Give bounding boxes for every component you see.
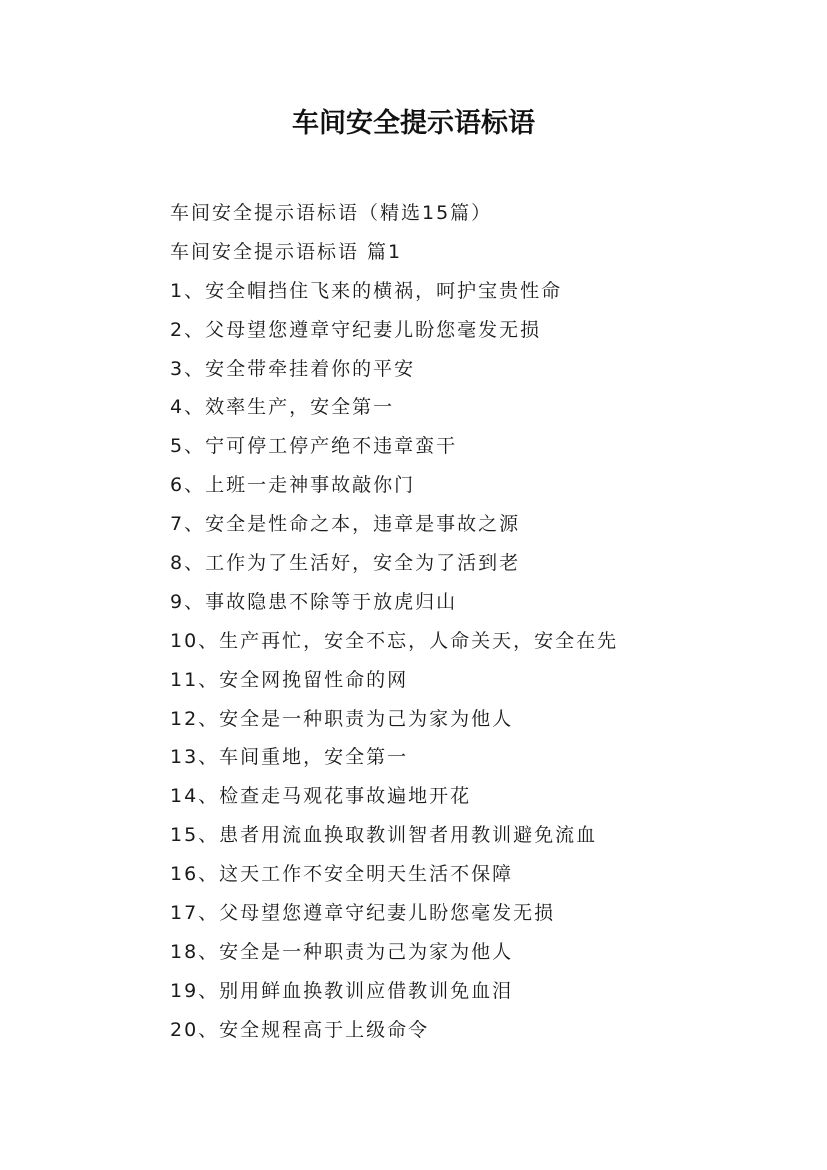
- document-subtitle: 车间安全提示语标语（精选15篇）: [170, 202, 493, 224]
- document-title: 车间安全提示语标语: [292, 108, 535, 139]
- section-heading: 车间安全提示语标语 篇1: [170, 240, 403, 263]
- list-item: 11、安全网挽留性命的网: [170, 668, 409, 691]
- list-item: 14、检查走马观花事故遍地开花: [170, 785, 472, 808]
- list-item: 17、父母望您遵章守纪妻儿盼您毫发无损: [170, 902, 556, 925]
- list-item: 4、效率生产，安全第一: [170, 396, 395, 419]
- list-item: 6、上班一走神事故敲你门: [170, 474, 416, 497]
- list-item: 7、安全是性命之本，违章是事故之源: [170, 513, 521, 536]
- list-item: 9、事故隐患不除等于放虎归山: [170, 590, 458, 613]
- document-body: [170, 194, 810, 1050]
- list-item: 15、患者用流血换取教训智者用教训避免流血: [170, 824, 598, 847]
- list-item: 10、生产再忙，安全不忘，人命关天，安全在先: [170, 629, 619, 652]
- list-item: 19、别用鲜血换教训应借教训免血泪: [170, 979, 514, 1002]
- list-item: 16、这天工作不安全明天生活不保障: [170, 863, 514, 886]
- list-item: 8、工作为了生活好，安全为了活到老: [170, 552, 521, 575]
- list-item: 5、宁可停工停产绝不违章蛮干: [170, 435, 458, 458]
- list-item: 2、父母望您遵章守纪妻儿盼您毫发无损: [170, 318, 542, 341]
- list-item: 1、安全帽挡住飞来的横祸，呵护宝贵性命: [170, 279, 563, 302]
- list-item: 13、车间重地，安全第一: [170, 746, 409, 769]
- list-item: 18、安全是一种职责为己为家为他人: [170, 940, 514, 963]
- list-item: 20、安全规程高于上级命令: [170, 1018, 430, 1041]
- list-item: 3、安全带牵挂着你的平安: [170, 357, 416, 380]
- list-item: 12、安全是一种职责为己为家为他人: [170, 707, 514, 730]
